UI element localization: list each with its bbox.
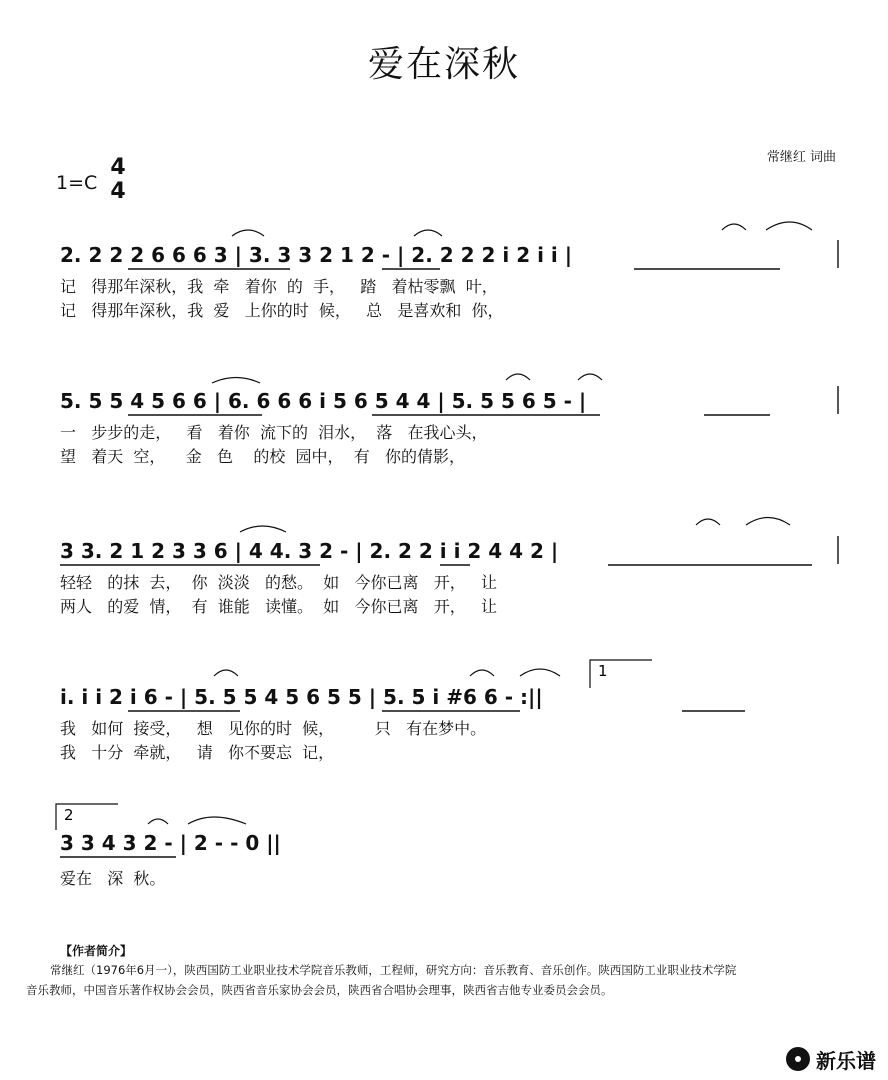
slur — [746, 518, 790, 526]
bio-text — [26, 960, 866, 1000]
composer-credit: 常继红 词曲 — [766, 150, 836, 165]
notation-line-5: 3 3 4 3 2 - | 2 - - 0 || — [60, 831, 281, 855]
site-logo-name: 新乐谱 — [816, 1048, 876, 1073]
lyric-line-1a: 记 得那年深秋，我 牵 着你 的 手， 踏 着枯零飘 叶， — [60, 277, 498, 296]
volta-number-2: 2 — [64, 806, 74, 824]
slur — [240, 526, 286, 532]
volta-number-1: 1 — [598, 662, 608, 680]
slur — [414, 230, 442, 236]
slur — [214, 670, 238, 676]
page-title: 爱在深秋 — [367, 44, 520, 85]
meter-bottom: 4 — [110, 179, 126, 204]
lyric-line-3a: 轻轻 的抹 去， 你 淡淡 的愁。 如 今你已离 开， 让 — [60, 573, 497, 592]
notation-line-3: 3 3. 2 1 2 3 3 6 | 4 4. 3 2 - | 2. 2 2 i i 2 4 4 2 | — [60, 539, 559, 563]
lyric-line-1b: 记 得那年深秋，我 爱 上你的时 候， 总 是喜欢和 你， — [60, 301, 504, 320]
lyric-line-4a: 我 如何 接受， 想 见你的时 候， 只 有在梦中。 — [60, 719, 487, 738]
slur — [722, 224, 746, 230]
slur — [470, 670, 494, 676]
record-disc-icon — [786, 1047, 810, 1071]
site-logo[interactable] — [786, 1044, 876, 1074]
slur — [696, 519, 720, 525]
lyric-line-2a: 一 步步的走， 看 着你 流下的 泪水， 落 在我心头， — [60, 423, 488, 442]
bio-line-2: 音乐教师，中国音乐著作权协会会员，陕西省音乐家协会会员，陕西省合唱协会理事，陕西省吉他专业委员会会员。 — [26, 983, 613, 997]
slur — [188, 817, 246, 824]
notation-line-1: 2. 2 2 2 6 6 6 3 | 3. 3 3 2 1 2 - | 2. 2 2 2 i 2 i i | — [60, 243, 573, 267]
lyric-line-5a: 爱在 深 秋。 — [60, 869, 166, 888]
lyric-line-2b: 望 着天 空， 金 色 的校 园中， 有 你的倩影， — [60, 447, 465, 466]
slur — [506, 374, 530, 380]
slur — [148, 819, 168, 824]
bio-line-1: 常继红（1976年6月一），陕西国防工业职业技术学院音乐教师，工程师，研究方向：音乐教育、音乐创作。陕西国防工业职业技术学院 — [50, 963, 737, 977]
lyric-line-3b: 两人 的爱 情， 有 谁能 读懂。 如 今你已离 开， 让 — [60, 597, 497, 616]
notation-line-4: i. i i 2 i 6 - | 5. 5 5 4 5 6 5 5 | 5. 5 i #6 6 - :|| — [60, 685, 543, 709]
lyric-line-4b: 我 十分 牵就， 请 你不要忘 记， — [60, 743, 335, 762]
slur — [520, 669, 560, 676]
notation-line-2: 5. 5 5 4 5 6 6 | 6. 6 6 6 i 5 6 5 4 4 | 5. 5 5 6 5 - | — [60, 389, 587, 413]
slur — [766, 222, 812, 230]
slur — [232, 230, 264, 236]
slur — [578, 374, 602, 380]
meter-top: 4 — [110, 155, 126, 180]
bio-heading: 【作者简介】 — [60, 944, 133, 958]
slur — [212, 378, 260, 384]
key-signature: 1=C — [56, 172, 98, 194]
